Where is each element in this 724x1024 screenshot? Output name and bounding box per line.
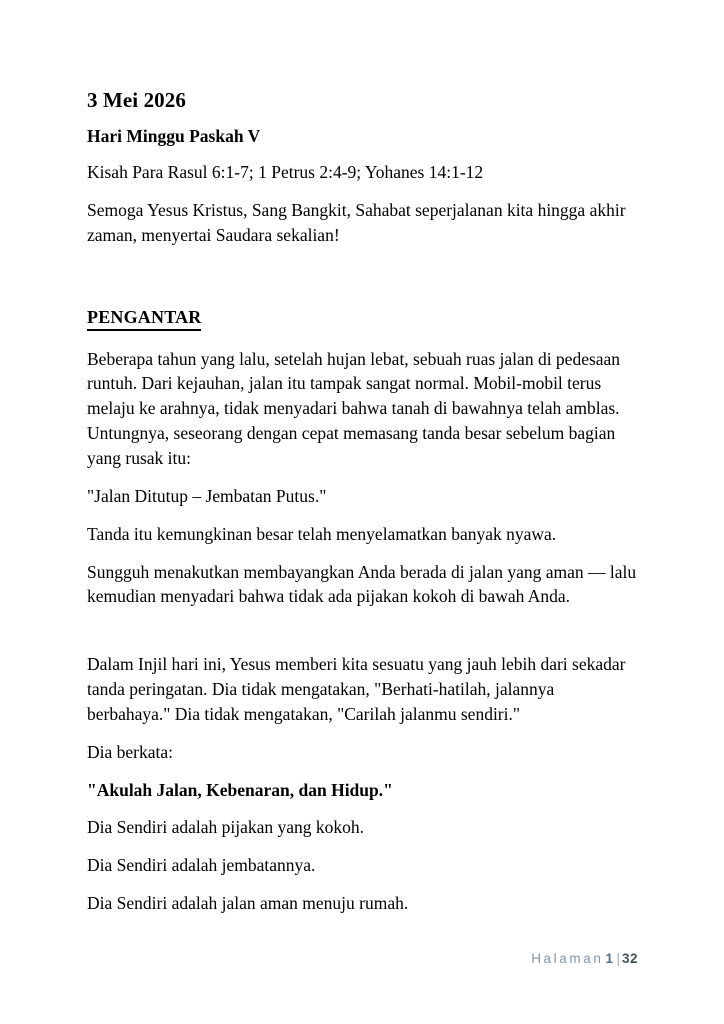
footer-label: Halaman	[531, 951, 604, 966]
paragraph-safe-way-home: Dia Sendiri adalah jalan aman menuju rumah.	[87, 893, 409, 914]
section-gap	[87, 261, 638, 307]
section-heading-wrap	[87, 307, 638, 345]
page-footer	[531, 951, 638, 966]
footer-separator: |	[616, 951, 620, 966]
paragraph-sign-quote: "Jalan Ditutup – Jembatan Putus."	[87, 485, 327, 506]
paragraph-bridge: Dia Sendiri adalah jembatannya.	[87, 855, 316, 876]
paragraph-frightening: Sungguh menakutkan membayangkan Anda berada di jalan yang aman — lalu kemudian menyadari bahwa tidak ada pijakan kokoh di bawah Anda.	[87, 561, 637, 607]
paragraph-gap	[87, 622, 638, 652]
footer-total-pages: 32	[621, 951, 638, 966]
greeting-paragraph: Semoga Yesus Kristus, Sang Bangkit, Sahabat seperjalanan kita hingga akhir zaman, menyertai Saudara sekalian!	[87, 200, 626, 246]
paragraph-firm-ground: Dia Sendiri adalah pijakan yang kokoh.	[87, 817, 365, 838]
paragraph-gospel: Dalam Injil hari ini, Yesus memberi kita sesuatu yang jauh lebih dari sekadar tanda peringatan. Dia tidak mengatakan, "Berhati-hatilah, jalannya berbahaya." Dia tidak mengatakan, "Carilah jalanmu sendiri."	[87, 654, 626, 724]
paragraph-intro: Beberapa tahun yang lalu, setelah hujan lebat, sebuah ruas jalan di pedesaan runtuh. Dari kejauhan, jalan itu tampak sangat normal. Mobil-mobil terus melaju ke arahnya, tidak menyadari bahwa tanah di bawahnya telah amblas. Untungnya, seseorang dengan cepat memasang tanda besar sebelum bagian yang rusak itu:	[87, 348, 621, 468]
page-title: 3 Mei 2026	[87, 88, 186, 112]
paragraph-lives-saved: Tanda itu kemungkinan besar telah menyelamatkan banyak nyawa.	[87, 523, 557, 544]
scripture-readings: Kisah Para Rasul 6:1-7; 1 Petrus 2:4-9; Yohanes 14:1-12	[87, 162, 484, 183]
paragraph-he-said: Dia berkata:	[87, 741, 173, 762]
footer-current-page: 1	[605, 951, 614, 966]
document-subtitle: Hari Minggu Paskah V	[87, 125, 261, 146]
paragraph-way-truth-life: "Akulah Jalan, Kebenaran, dan Hidup."	[87, 779, 393, 800]
section-heading-pengantar: PENGANTAR	[87, 307, 201, 331]
